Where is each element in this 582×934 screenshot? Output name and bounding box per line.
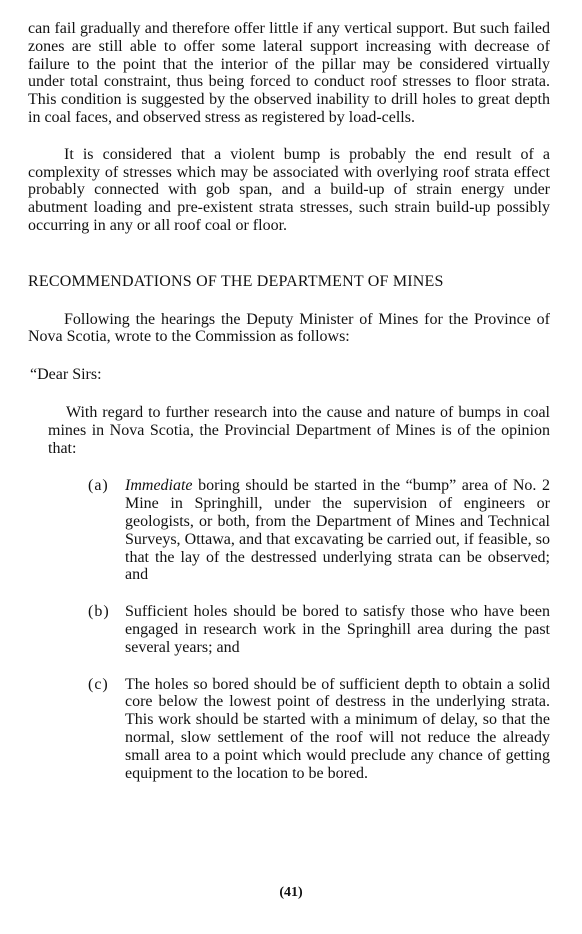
letter-body [28, 404, 550, 782]
recommendation-text: The holes so bored should be of sufficient depth to obtain a solid core below the lowest point of destress in the underlying strata. This work should be started with a minimum of delay, so that the normal, slow settlement of the roof will not reduce the already small area to a point which would preclude any chance of getting equipment to the location to be bored. [125, 675, 550, 782]
recommendation-body: boring should be started in the “bump” area of No. 2 Mine in Springhill, under the supervision of engineers or geologists, or both, from the Department of Mines and Technical Surveys, Ottawa, and that excavating be carried out, if feasible, so that the lay of the destressed underlying strata can be observed; and [125, 477, 550, 584]
recommendation-item-b [48, 603, 550, 656]
recommendation-item-a [48, 477, 550, 584]
letter-salutation: “Dear Sirs: [30, 366, 102, 384]
section-heading: RECOMMENDATIONS OF THE DEPARTMENT OF MINES [28, 272, 444, 290]
recommendation-item-c [48, 676, 550, 783]
recommendation-marker: (b) [88, 603, 110, 621]
recommendation-marker: (c) [88, 675, 109, 693]
recommendation-emphasis: Immediate [125, 477, 193, 495]
document-page [28, 20, 550, 782]
letter-opening: With regard to further research into the cause and nature of bumps in coal mines in Nova Scotia, the Provincial Department of Mines is of the opinion that: [48, 403, 550, 457]
recommendation-list [48, 477, 550, 782]
page-number: (41) [279, 885, 303, 900]
paragraph-violent-bump: It is considered that a violent bump is probably the end result of a complexity of stresses which may be associated with overlying roof strata effect probably connected with gob span, and a build-up of strain energy under abutment loading and pre-existent strata stresses, such strain build-up possibly occurring in any or all roof coal or floor. [28, 145, 550, 234]
recommendation-text [125, 477, 550, 584]
paragraph-intro: Following the hearings the Deputy Minister of Mines for the Province of Nova Scotia, wrote to the Commission as follows: [28, 310, 550, 346]
recommendation-text: Sufficient holes should be bored to satisfy those who have been engaged in research work in the Springhill area during the past several years; and [125, 603, 550, 656]
paragraph-pillar-failure: can fail gradually and therefore offer little if any vertical support. But such failed zones are still able to offer some lateral support increasing with decrease of failure to the point that the interior of the pillar may be considered virtually under total constraint, thus being forced to conduct roof stresses to floor strata. This condition is suggested by the observed inability to drill holes to great depth in coal faces, and observed stress as registered by load-cells. [28, 20, 550, 126]
recommendation-marker: (a) [88, 477, 109, 495]
